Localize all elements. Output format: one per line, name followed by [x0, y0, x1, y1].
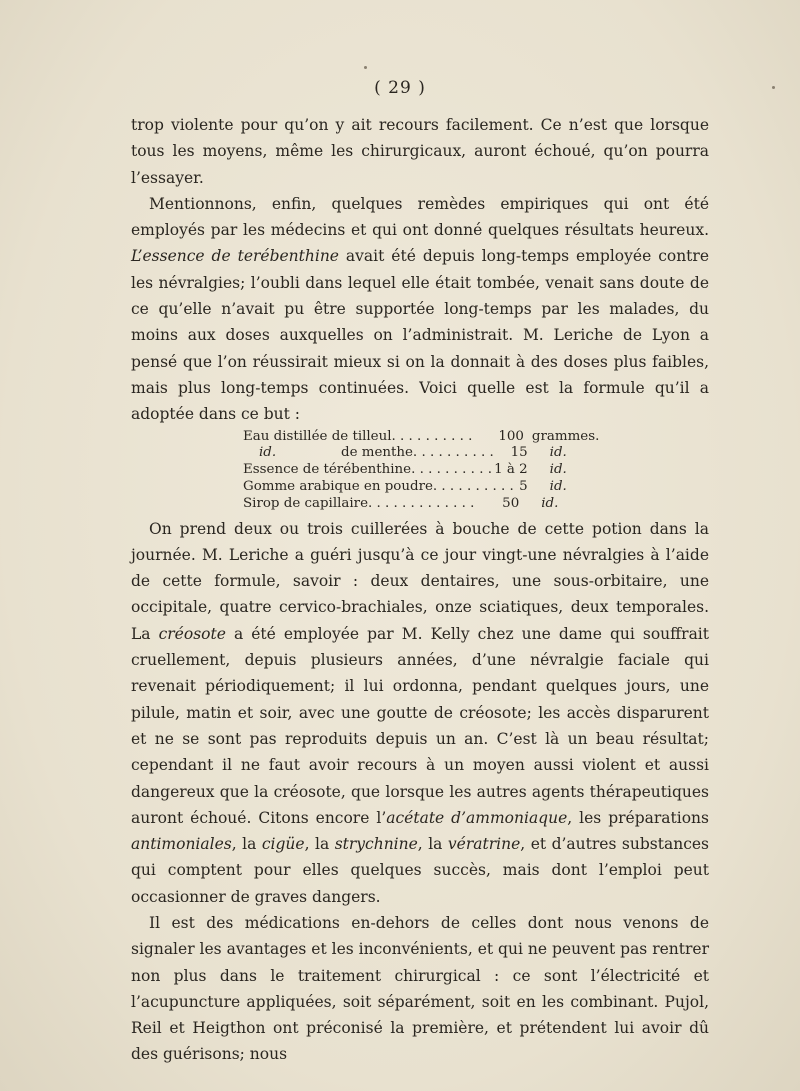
ingredient-name — [243, 445, 494, 462]
ingredient-quantity: 5 — [519, 478, 528, 494]
paragraphs-after — [131, 516, 709, 1068]
paragraphs-before — [131, 112, 709, 428]
text-run: Il est des médications en-dehors de celles dont nous venons de signaler les avantages et les inconvénients, et qui ne peuvent pas rentrer non plus dans le traitement chirurgical : ce sont l’électricité et l’acupuncture appliquées, soit séparément, soit en les combinant. Pujol, Reil et Heigthon ont préconisé la première, et prétendent lui avoir dû des guérisons; nous — [131, 914, 709, 1064]
ingredient-unit: id. — [549, 445, 567, 461]
italic-term: strychnine — [334, 835, 418, 854]
paragraph — [131, 112, 709, 191]
text-run: , la — [304, 835, 335, 854]
paragraph — [131, 910, 709, 1068]
paragraph — [131, 516, 709, 910]
ingredient-unit: id. — [549, 478, 567, 494]
formula-table — [243, 429, 603, 513]
text-run: , les préparations — [567, 808, 709, 827]
ingredient-unit: id. — [549, 462, 567, 478]
formula-row — [243, 429, 603, 446]
formula-row — [243, 479, 603, 496]
ingredient-name: Sirop de capillaire. . . . . . . . . . . . . — [243, 495, 475, 511]
text-run: a été employée par M. Kelly chez une dame qui souffrait cruellement, depuis plusieurs années, d’une névralgie faciale qui revenait périodiquement; il lui ordonna, pendant quelques jours, une pilule, matin et soir, avec une goutte de créosote; les accès disparurent et ne se sont pas reproduits depuis un an. C’est là un beau résultat; cependant il ne faut avoir recours à un moyen aussi violent et aussi dangereux que la créosote, que lorsque les autres agents thérapeutiques auront échoué. Citons encore l’ — [131, 624, 709, 827]
italic-term: acétate d’ammoniaque — [386, 808, 568, 827]
italic-term: L’essence de terébenthine — [131, 247, 339, 266]
ingredient-quantity: 15 — [510, 445, 528, 461]
italic-term: vératrine — [447, 835, 521, 854]
body-text — [131, 112, 709, 1068]
page-number: ( 29 ) — [374, 78, 426, 98]
italic-term: cigüe — [261, 835, 305, 854]
formula-row — [243, 462, 603, 479]
text-run: On prend deux ou trois cuillerées à bouche de cette potion dans la journée. M. Leriche a guéri jusqu’à ce jour vingt-une névralgies à l’aide de cette formule, savoir : deux dentaires, une sous-orbitaire, une occipitale, quatre cervico-brachiales, onze sciatiques, deux temporales. La — [131, 519, 709, 643]
text-run: , la — [417, 835, 448, 854]
text-run: avait été depuis long-temps employée contre les névralgies; l’oubli dans lequel elle était tombée, venait sans doute de ce qu’elle n’avait pu être supportée long-temps par les malades, du moins aux doses auxquelles on l’administrait. M. Leriche de Lyon a pensé que l’on réussirait mieux si on la donnait à des doses plus faibles, mais plus long-temps continuées. Voici quelle est la formule qu’il a adoptée dans ce but : — [131, 247, 709, 424]
text-run: Mentionnons, enfin, quelques remèdes empiriques qui ont été employés par les médecins et qui ont donné quelques résultats heureux. — [131, 194, 709, 240]
ingredient-quantity: 50 — [502, 495, 520, 511]
text-run: , et d’autres substances qui comptent pour elles quelques succès, mais dont l’emploi peut occasionner de graves dangers. — [131, 835, 709, 906]
formula-row — [243, 445, 603, 462]
paper-speck — [364, 66, 367, 69]
text-run: trop violente pour qu’on y ait recours facilement. Ce n’est que lorsque tous les moyens, même les chirurgicaux, auront échoué, qu’on pourra l’essayer. — [131, 116, 709, 187]
text-run: , la — [231, 835, 262, 854]
ingredient-quantity: 1 à 2 — [494, 462, 528, 478]
italic-term: créosote — [158, 624, 226, 643]
formula-row — [243, 496, 603, 513]
ingredient-name: Eau distillée de tilleul. . . . . . . . . . — [243, 428, 473, 444]
ingredient-unit: grammes. — [531, 428, 600, 444]
ingredient-rest: de menthe. . . . . . . . . . — [341, 445, 494, 461]
paragraph — [131, 191, 709, 428]
italic-term: antimoniales — [131, 835, 232, 854]
ingredient-ditto: id. — [259, 445, 277, 461]
ingredient-name: Gomme arabique en poudre. . . . . . . . . . — [243, 478, 514, 494]
ingredient-name: Essence de térébenthine. . . . . . . . . . — [243, 462, 492, 478]
ingredient-unit: id. — [541, 495, 559, 511]
ingredient-quantity: 100 — [498, 428, 524, 444]
